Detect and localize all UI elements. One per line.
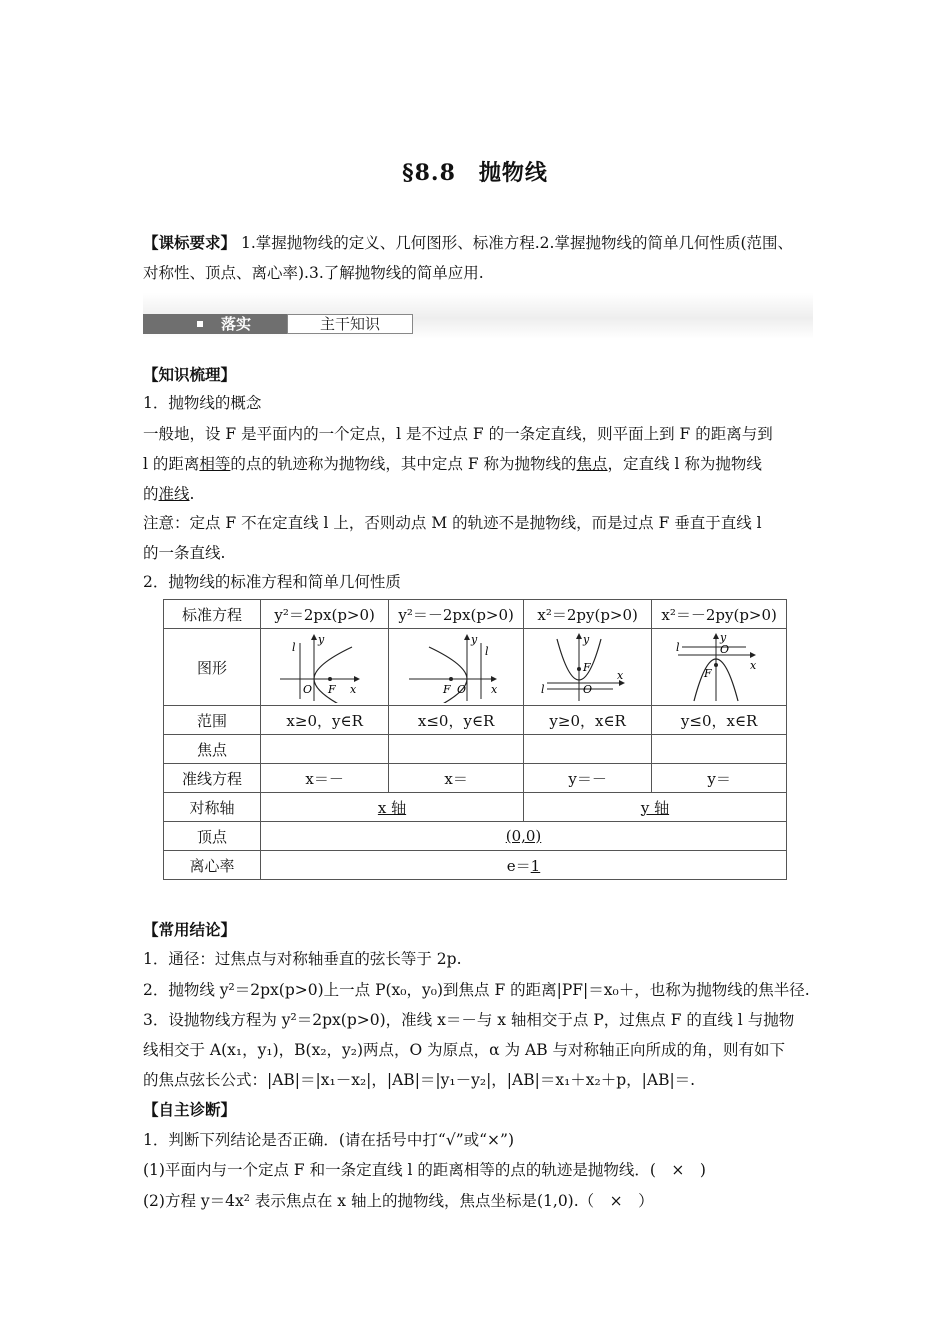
- properties-table: [163, 599, 787, 880]
- conclusion-3-line1: 3．设抛物线方程为 y²＝2px(p>0)，准线 x＝－与 x 轴相交于点 P，过焦点 F 的直线 l 与抛物: [143, 1011, 795, 1029]
- def-blank-focus: 焦点: [576, 455, 608, 473]
- table-row: [164, 629, 787, 706]
- table-row: [164, 822, 787, 851]
- note-line1: 注意：定点 F 不在定直线 l 上，否则动点 M 的轨迹不是抛物线，而是过点 F 垂直于直线 l: [143, 514, 762, 532]
- question-1-1: (1)平面内与一个定点 F 和一条定直线 l 的距离相等的点的轨迹是抛物线．( × ): [143, 1161, 706, 1179]
- table-row: [164, 735, 787, 764]
- conclusions-header: 【常用结论】: [143, 920, 237, 939]
- equation-cell: x²＝－2py(p>0): [652, 600, 787, 629]
- figure-cell: [261, 629, 389, 706]
- conclusion-1: 1．通径：过焦点与对称轴垂直的弦长等于 2p.: [143, 950, 462, 968]
- label-x: x: [750, 659, 757, 672]
- label-l: l: [540, 683, 545, 696]
- label-y: y: [720, 631, 727, 644]
- label-F: F: [582, 661, 591, 674]
- range-cell: y≤0，x∈R: [652, 706, 787, 735]
- range-cell: x≥0，y∈R: [261, 706, 389, 735]
- equation-cell: y²＝－2px(p>0): [389, 600, 524, 629]
- table-row: [164, 793, 787, 822]
- range-cell: x≤0，y∈R: [389, 706, 524, 735]
- parabola-up-figure: [533, 631, 643, 703]
- axis-x-text: x 轴: [377, 798, 407, 817]
- label-x: x: [349, 683, 356, 696]
- row-label: 对称轴: [164, 793, 261, 822]
- range-cell: y≥0，x∈R: [523, 706, 651, 735]
- eccentricity-prefix: e＝: [506, 856, 531, 875]
- definition-line2: [143, 453, 820, 475]
- definition-line3: [143, 483, 820, 505]
- figure-cell: [523, 629, 651, 706]
- label-O: O: [457, 683, 467, 696]
- focus-cell: [261, 735, 389, 764]
- directrix-cell: y＝: [652, 764, 787, 793]
- table-row: [164, 706, 787, 735]
- requirements-label: 【课标要求】: [143, 233, 237, 252]
- vertex-cell: [261, 822, 787, 851]
- label-y: y: [317, 633, 324, 646]
- equation-cell: y²＝2px(p>0): [261, 600, 389, 629]
- row-label: 离心率: [164, 851, 261, 880]
- directrix-cell: x＝－: [261, 764, 389, 793]
- banner-dark-label: 落实: [221, 315, 252, 333]
- row-label: 顶点: [164, 822, 261, 851]
- table-row: [164, 764, 787, 793]
- table-row: [164, 851, 787, 880]
- row-label: 图形: [164, 629, 261, 706]
- axis-cell: [261, 793, 524, 822]
- note-line2: 的一条直线.: [143, 544, 226, 562]
- square-bullet-icon: [197, 321, 203, 327]
- parabola-left-figure: [401, 631, 511, 703]
- def-text-d: 的: [143, 485, 159, 503]
- focus-cell: [652, 735, 787, 764]
- eccentricity-cell: [261, 851, 787, 880]
- def-blank-equal: 相等: [199, 455, 231, 473]
- directrix-cell: x＝: [389, 764, 524, 793]
- def-text-a: l 的距离: [143, 455, 200, 473]
- label-F: F: [704, 667, 712, 680]
- knowledge-header: 【知识梳理】: [143, 365, 237, 384]
- properties-title: 2．抛物线的标准方程和简单几何性质: [143, 573, 401, 591]
- axis-y-text: y 轴: [640, 798, 670, 817]
- def-blank-directrix: 准线: [158, 485, 190, 503]
- equation-cell: x²＝2py(p>0): [523, 600, 651, 629]
- banner-light-label: 主干知识: [287, 314, 413, 334]
- table-row: [164, 600, 787, 629]
- label-l: l: [676, 641, 680, 654]
- parabola-right-figure: [270, 631, 380, 703]
- label-F: F: [443, 683, 451, 696]
- eccentricity-value: 1: [530, 856, 541, 875]
- section-banner: [143, 293, 813, 339]
- page-title: §8.8 抛物线: [402, 160, 548, 186]
- parabola-down-figure: [664, 631, 774, 703]
- row-label: 焦点: [164, 735, 261, 764]
- focus-cell: [389, 735, 524, 764]
- label-O: O: [582, 683, 592, 696]
- axis-cell: [523, 793, 786, 822]
- question-1-2: (2)方程 y＝4x² 表示焦点在 x 轴上的抛物线，焦点坐标是(1,0).（ × ）: [143, 1192, 654, 1210]
- label-l: l: [291, 641, 296, 654]
- row-label: 标准方程: [164, 600, 261, 629]
- directrix-cell: y＝－: [523, 764, 651, 793]
- requirements-line1: [143, 232, 820, 254]
- row-label: 准线方程: [164, 764, 261, 793]
- label-y: y: [471, 633, 478, 646]
- label-x: x: [616, 669, 623, 682]
- label-O: O: [720, 643, 730, 656]
- def-text-b: 的点的轨迹称为抛物线，其中定点 F 称为抛物线的: [230, 455, 577, 473]
- vertex-text: (0,0): [505, 827, 542, 845]
- def-text-c: ，定直线 l 称为抛物线: [607, 455, 762, 473]
- label-l: l: [485, 645, 489, 658]
- concept-title: 1．抛物线的概念: [143, 394, 262, 412]
- conclusion-2: 2．抛物线 y²＝2px(p>0)上一点 P(x₀，y₀)到焦点 F 的距离|PF|＝x₀＋，也称为抛物线的焦半径.: [143, 981, 810, 999]
- definition-line1: 一般地，设 F 是平面内的一个定点，l 是不过点 F 的一条定直线，则平面上到 F 的距离与到: [143, 425, 773, 443]
- question-1: 1．判断下列结论是否正确．(请在括号中打“√”或“×”): [143, 1131, 515, 1149]
- def-text-e: .: [189, 485, 195, 503]
- label-F: F: [327, 683, 336, 696]
- label-y: y: [582, 633, 589, 646]
- focus-cell: [523, 735, 651, 764]
- label-O: O: [302, 683, 312, 696]
- row-label: 范围: [164, 706, 261, 735]
- figure-cell: [389, 629, 524, 706]
- requirements-line2: 对称性、顶点、离心率).3.了解抛物线的简单应用.: [143, 264, 484, 282]
- requirements-text1: 1.掌握抛物线的定义、几何图形、标准方程.2.掌握抛物线的简单几何性质(范围、: [240, 234, 794, 252]
- conclusion-3-line3: 的焦点弦长公式：|AB|＝|x₁－x₂|，|AB|＝|y₁－y₂|，|AB|＝x₁＋x₂＋p，|AB|＝.: [143, 1071, 696, 1089]
- conclusion-3-line2: 线相交于 A(x₁，y₁)，B(x₂，y₂)两点，O 为原点，α 为 AB 与对称轴正向所成的角，则有如下: [143, 1041, 786, 1059]
- self-check-header: 【自主诊断】: [143, 1100, 237, 1119]
- banner-dark-tab: [143, 314, 287, 334]
- label-x: x: [491, 683, 498, 696]
- figure-cell: [652, 629, 787, 706]
